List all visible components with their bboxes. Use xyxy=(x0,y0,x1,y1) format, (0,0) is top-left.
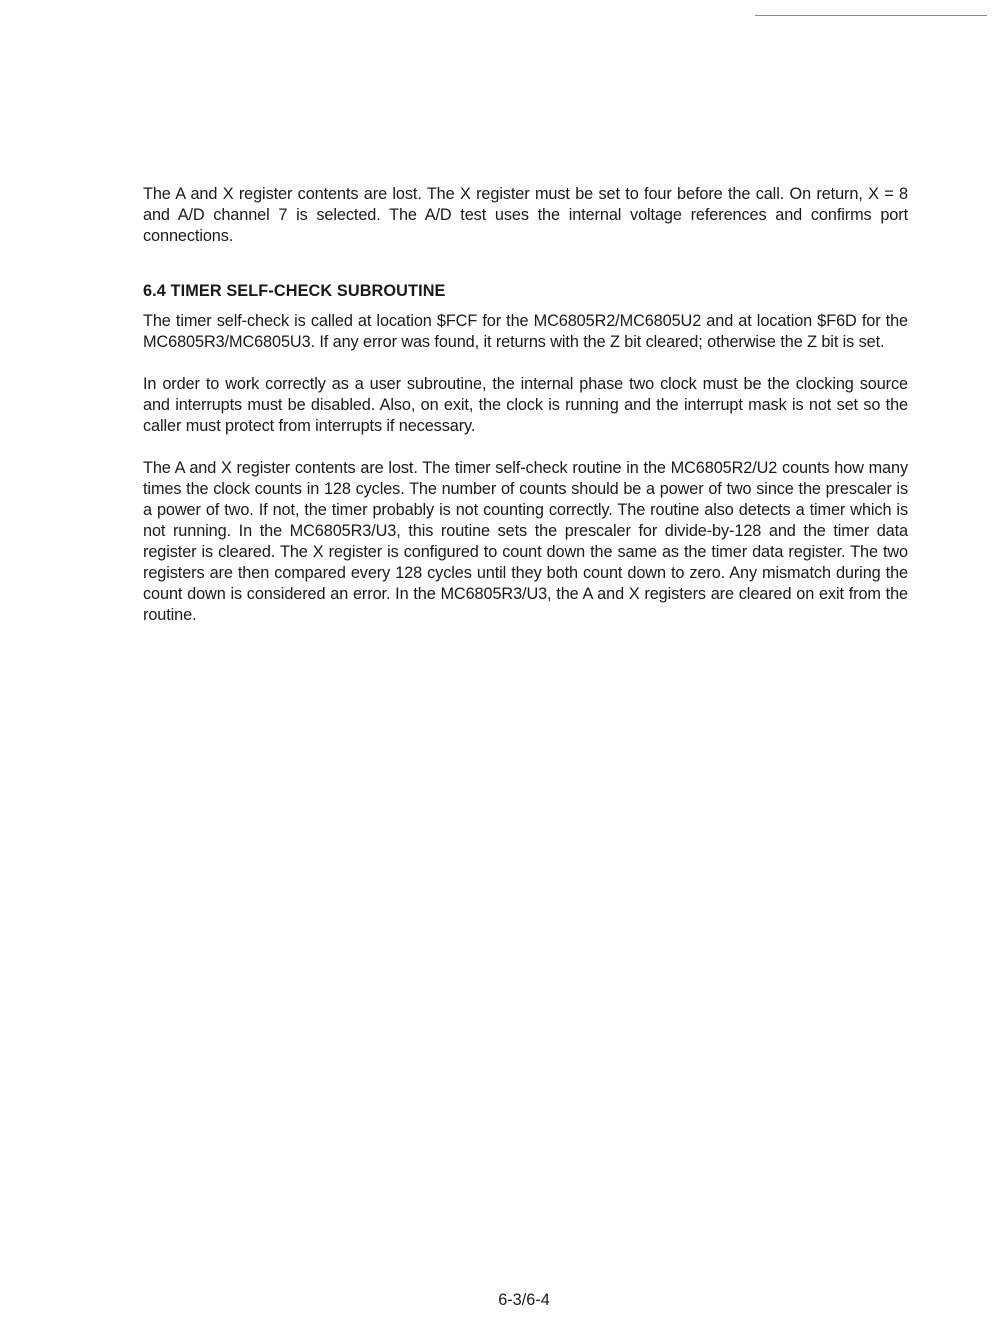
paragraph-timer-routine-details: The A and X register contents are lost. The timer self-check routine in the MC6805R2/U2 counts how many times the clock counts in 128 cycles. The number of counts should be a power of two since the prescaler is a power of two. If not, the timer probably is not counting correctly. The routine also detects a timer which is not running. In the MC6805R3/U3, this routine sets the prescaler for divide-by-128 and the timer data register is cleared. The X register is configured to count down the same as the timer data register. The two registers are then compared every 128 cycles until they both count down to zero. Any mismatch during the count down is considered an error. In the MC6805R3/U3, the A and X registers are cleared on exit from the routine. xyxy=(143,459,908,624)
paragraph-ad-test-summary: The A and X register contents are lost. The X register must be set to four before the call. On return, X = 8 and A/D channel 7 is selected. The A/D test uses the internal voltage references and confirms port connections. xyxy=(143,185,908,245)
document-body xyxy=(143,184,908,626)
paragraph-user-subroutine-conditions: In order to work correctly as a user subroutine, the internal phase two clock must be the clocking source and interrupts must be disabled. Also, on exit, the clock is running and the interrupt mask is not set so the caller must protect from interrupts if necessary. xyxy=(143,375,908,435)
section-heading: 6.4 TIMER SELF-CHECK SUBROUTINE xyxy=(143,282,446,300)
top-corner-rule xyxy=(755,15,987,16)
page-number: 6-3/6-4 xyxy=(498,1291,550,1309)
paragraph-timer-call-location: The timer self-check is called at location $FCF for the MC6805R2/MC6805U2 and at location $F6D for the MC6805R3/MC6805U3. If any error was found, it returns with the Z bit cleared; otherwise the Z bit is set. xyxy=(143,312,908,351)
